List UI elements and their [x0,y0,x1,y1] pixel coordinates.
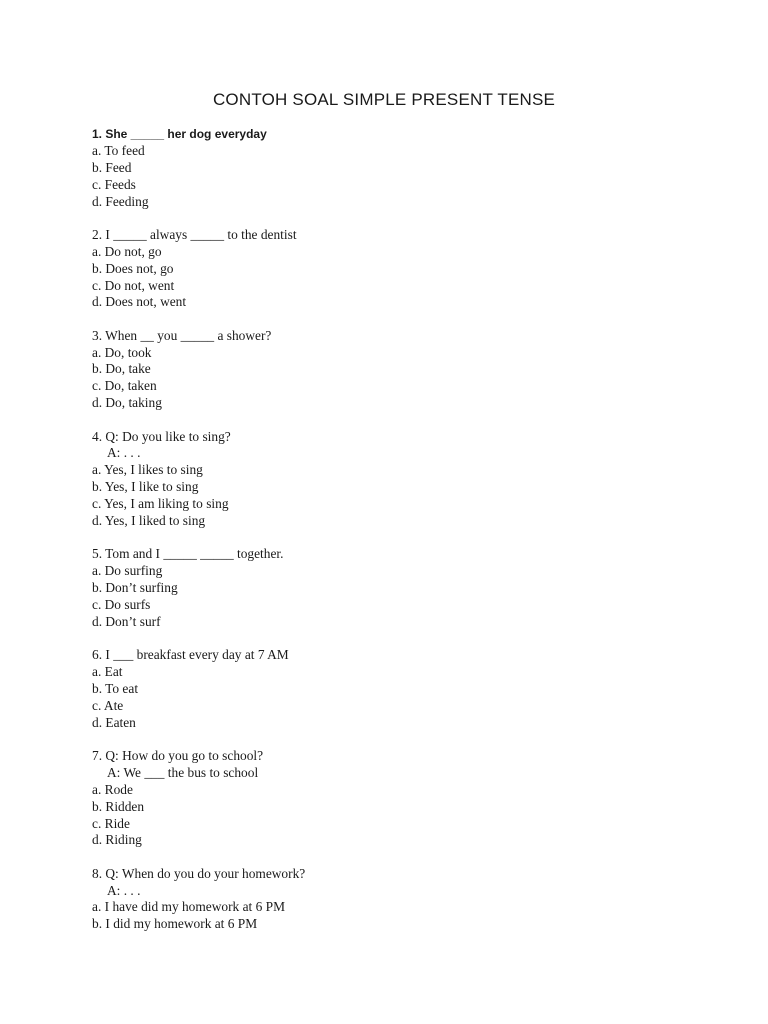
question-8 [92,866,732,934]
option-d: d. Yes, I liked to sing [92,512,206,528]
question-1 [92,126,732,210]
option-c: c. Yes, I am liking to sing [92,496,229,512]
option-a: a. Do not, go [92,243,162,259]
option-b: b. To eat [92,680,139,696]
option-a: a. Eat [92,664,123,679]
question-3 [92,328,732,412]
answer-line: A: We ___ the bus to school [107,764,259,780]
option-b: b. Yes, I like to sing [92,479,199,495]
option-c: c. Feeds [92,176,136,192]
option-b: b. Don’t surfing [92,580,178,596]
answer-line: A: . . . [107,445,141,461]
option-a: a. Yes, I likes to sing [92,462,203,478]
question-4 [92,429,732,530]
option-b: b. I did my homework at 6 PM [92,916,258,932]
question-2 [92,227,732,311]
question-text: 1. She _____ her dog everyday [92,127,267,141]
option-d: d. Don’t surf [92,613,161,629]
page-title: CONTOH SOAL SIMPLE PRESENT TENSE [212,90,556,109]
option-d: d. Eaten [92,714,136,730]
option-c: c. Do not, went [92,277,175,293]
option-b: b. Does not, go [92,260,174,276]
question-text: 5. Tom and I _____ _____ together. [92,546,284,562]
question-6 [92,647,732,731]
question-7 [92,748,732,849]
option-b: b. Feed [92,159,132,175]
question-text: 8. Q: When do you do your homework? [92,865,306,881]
option-a: a. To feed [92,142,145,158]
option-b: b. Ridden [92,798,145,814]
question-text: 3. When __ you _____ a shower? [92,327,272,343]
question-text: 6. I ___ breakfast every day at 7 AM [92,647,289,663]
option-a: a. Rode [92,781,133,797]
option-d: d. Does not, went [92,294,187,310]
answer-line: A: . . . [107,882,141,898]
option-a: a. Do, took [92,344,152,360]
option-d: d. Riding [92,832,142,848]
option-c: c. Ride [92,815,130,831]
option-a: a. I have did my homework at 6 PM [92,899,286,915]
question-list [92,126,732,950]
option-d: d. Feeding [92,193,149,209]
option-b: b. Do, take [92,361,151,377]
option-a: a. Do surfing [92,563,163,579]
question-text: 7. Q: How do you go to school? [92,747,264,763]
question-text: 4. Q: Do you like to sing? [92,428,231,444]
option-c: c. Do, taken [92,378,157,394]
question-text: 2. I _____ always _____ to the dentist [92,226,297,242]
option-c: c. Do surfs [92,596,151,612]
option-c: c. Ate [92,697,124,713]
question-5 [92,546,732,630]
option-d: d. Do, taking [92,395,162,411]
